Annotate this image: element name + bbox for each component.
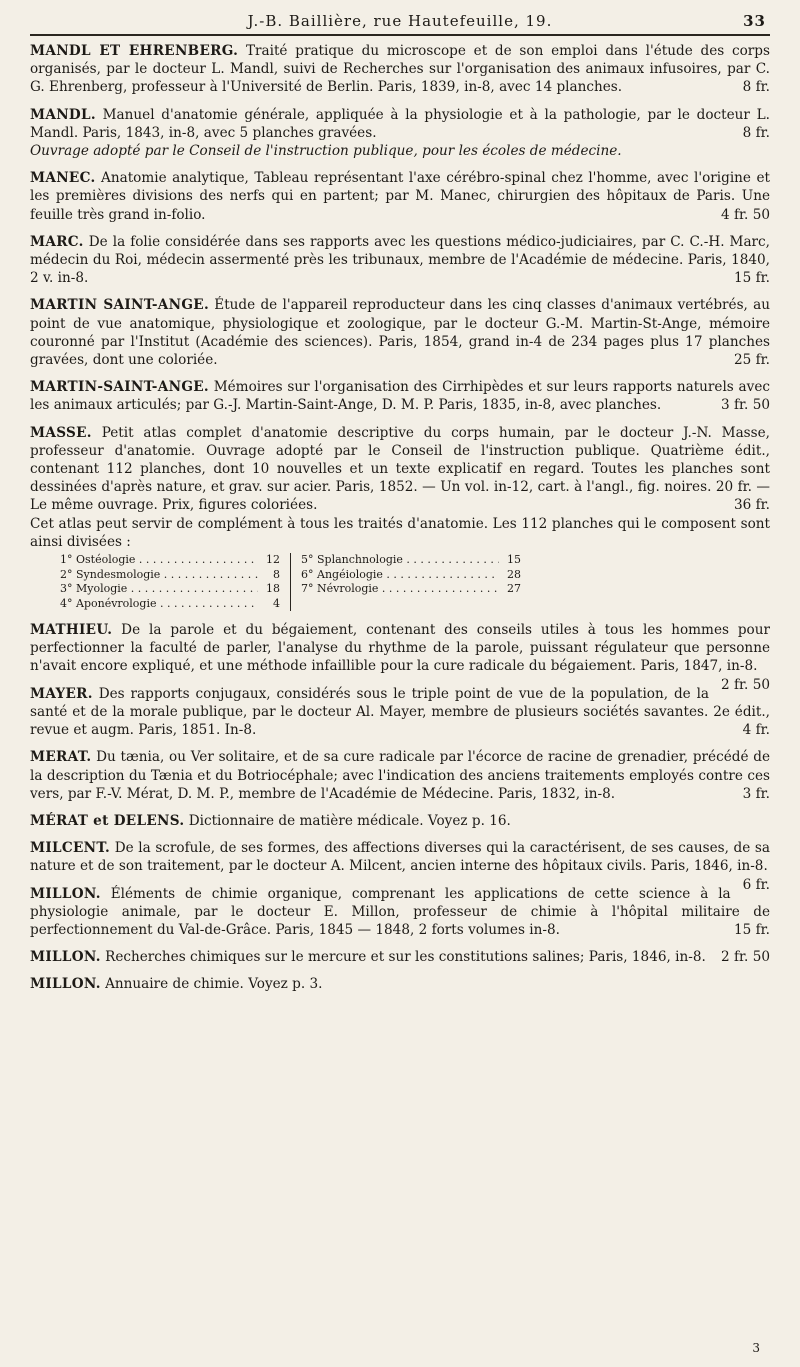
entry-text: Annuaire de chimie. Voyez p. 3.: [105, 976, 323, 993]
entry-headword: MANDL.: [30, 106, 96, 123]
entry-headword: MATHIEU.: [30, 622, 113, 639]
entry-headword: MILLON.: [30, 976, 101, 993]
entry-price: 3 fr.: [742, 785, 770, 802]
entry-price: 8 fr.: [742, 79, 770, 96]
entry-headword: MILCENT.: [30, 840, 111, 857]
division-item: 2° Syndesmologie . . . 8: [60, 568, 280, 583]
entry-price: 36 fr.: [734, 497, 770, 514]
division-item: 5° Splanchnologie . . . 15: [301, 553, 521, 568]
entry-headword: MARTIN-SAINT-ANGE.: [30, 379, 209, 396]
division-item: 1° Ostéologie . . . 12: [60, 553, 280, 568]
plate-divisions-right: [290, 553, 531, 611]
entry-headword: MASSE.: [30, 424, 92, 441]
entry-text: Des rapports conjugaux, considérés sous le triple point de vue de la population, de la santé et de la morale publique, par le docteur Al. Mayer, membre de plusieurs sociétés savantes. 2e édit., revue et augm. Paris, 1851. In-8.: [30, 685, 770, 739]
entry-headword: MANDL ET EHRENBERG.: [30, 43, 239, 59]
entry-text: De la folie considérée dans ses rapports avec les questions médico-judiciaires, par C. C.-H. Marc, médecin du Roi, médecin assermenté près les tribunaux, membre de l'Académie de médecine. Paris, 1840, 2 v. in-8.: [30, 233, 770, 287]
signature-mark: 3: [752, 1341, 760, 1355]
entry-text: Du tænia, ou Ver solitaire, et de sa cure radicale par l'écorce de racine de grenadier, précédé de la description du Tænia et du Botriocéphale; avec l'indication des anciens traitements employés contre ces vers, par F.-V. Mérat, D. M. P., membre de l'Académie de Médecine. Paris, 1832, in-8.: [30, 749, 770, 802]
entry-headword: MARTIN SAINT-ANGE.: [30, 297, 209, 314]
catalogue-entry: [30, 975, 770, 993]
entry-text: Petit atlas complet d'anatomie descriptive du corps humain, par le docteur J.-N. Masse, professeur d'anatomie. Ouvrage adopté par le Conseil de l'instruction publique. Quatrième édit., contenant 112 planches, dont 10 nouvelles et un texte explicatif en regard. Toutes les planches sont dessinées d'après nature, et grav. sur acier. Paris, 1852. — Un vol. in-12, cart. à l'angl., fig. noires. 20 fr. — Le même ouvrage. Prix, figures coloriées.: [30, 424, 770, 514]
entry-headword: MANEC.: [30, 170, 96, 187]
catalogue-entry: [30, 885, 770, 940]
running-head: [30, 10, 770, 32]
catalogue-entry: [30, 378, 770, 414]
entry-text: Traité pratique du microscope et de son emploi dans l'étude des corps organisés, par le docteur L. Mandl, suivi de Recherches sur l'organisation des animaux infusoires, par C. G. Ehrenberg, professeur à l'Université de Berlin. Paris, 1839, in-8, avec 14 planches.: [30, 43, 770, 96]
division-item: 7° Névrologie . . . 27: [301, 582, 521, 597]
catalogue-entry: [30, 812, 770, 830]
entry-text: Anatomie analytique, Tableau représentant l'axe cérébro-spinal chez l'homme, avec l'origine et les premières divisions des nerfs qui en partent; par M. Manec, chirurgien des hôpitaux de Paris. Une feuille très grand in-folio.: [30, 170, 771, 223]
catalogue-entry: [30, 621, 770, 693]
entry-headword: MILLON.: [30, 949, 101, 966]
entry-price: 4 fr.: [742, 722, 770, 739]
header-rule: [30, 34, 770, 36]
division-item: 6° Angéiologie . . . 28: [301, 568, 521, 583]
catalogue-entry: [30, 839, 770, 893]
entry-price: 6 fr.: [742, 876, 770, 893]
page-number: 33: [743, 12, 766, 30]
entry-price: 15 fr.: [734, 270, 770, 287]
entry-price: 2 fr. 50: [721, 676, 770, 693]
catalogue-entry: [30, 948, 770, 966]
entry-headword: MAYER.: [30, 685, 93, 702]
division-item: 4° Aponévrologie . . . 4: [60, 597, 280, 612]
catalogue-entry: [30, 296, 770, 369]
catalogue-entry: [30, 424, 770, 551]
running-title: J.-B. Baillière, rue Hautefeuille, 19.: [247, 12, 553, 30]
entry-text: Dictionnaire de matière médicale. Voyez p. 16.: [188, 812, 511, 829]
entry-text: De la parole et du bégaiement, contenant des conseils utiles à tous les hommes pour perfectionner la faculté de parler, l'analyse du rhythme de la parole, puissant régulateur que personne n'avait encore expliqué, et une méthode infaillible pour la cure radicale du bégaiement. Paris, 1847, in-8.: [30, 622, 770, 675]
plate-divisions-left: [60, 553, 290, 611]
catalogue-entry: [30, 106, 770, 161]
entry-text: Mémoires sur l'organisation des Cirrhipèdes et sur leurs rapports naturels avec les animaux articulés; par G.-J. Martin-Saint-Ange, D. M. P. Paris, 1835, in-8, avec planches.: [30, 379, 770, 414]
entry-headword: MILLON.: [30, 885, 101, 902]
entry-headword: MÉRAT et DELENS.: [30, 812, 185, 829]
entry-headword: MARC.: [30, 233, 84, 250]
entry-price: 2 fr. 50: [721, 949, 770, 966]
entry-price: 8 fr.: [742, 124, 770, 141]
catalogue-entry: [30, 169, 770, 224]
entry-text-continued: Cet atlas peut servir de complément à tous les traités d'anatomie. Les 112 planches qui le composent sont ainsi divisées :: [30, 515, 770, 550]
entry-text: De la scrofule, de ses formes, des affections diverses qui la caractérisent, de ses causes, de sa nature et de son traitement, par le docteur A. Milcent, ancien interne des hôpitaux civils. Paris, 1846, in-8.: [30, 840, 770, 875]
entry-note: Ouvrage adopté par le Conseil de l'instruction publique, pour les écoles de médecine.: [30, 143, 622, 160]
entry-price: 4 fr. 50: [721, 206, 770, 223]
entry-text: Recherches chimiques sur le mercure et sur les constitutions salines; Paris, 1846, in-8.: [105, 949, 706, 966]
entry-price: 15 fr.: [734, 921, 770, 938]
entry-price: 3 fr. 50: [721, 397, 770, 414]
plate-divisions: [60, 553, 770, 611]
catalogue-entry: [30, 685, 770, 740]
catalogue-entry: [30, 748, 770, 803]
entry-headword: MERAT.: [30, 749, 92, 766]
division-item: 3° Myologie . . . 18: [60, 582, 280, 597]
entry-text: Étude de l'appareil reproducteur dans les cinq classes d'animaux vertébrés, au point de vue anatomique, physiologique et zoologique, par le docteur G.-M. Martin-St-Ange, mémoire couronné par l'Institut (Académie des sciences). Paris, 1854, grand in-4 de 234 pages plus 17 planches gravées, dont une coloriée.: [30, 297, 771, 369]
entry-price: 25 fr.: [734, 352, 770, 369]
entry-text: Manuel d'anatomie générale, appliquée à la physiologie et à la pathologie, par le docteur L. Mandl. Paris, 1843, in-8, avec 5 planches gravées.: [30, 106, 771, 141]
catalogue-entry: [30, 42, 770, 97]
catalogue-entry: [30, 233, 770, 288]
entry-text: Éléments de chimie organique, comprenant les applications de cette science à la physiologie animale, par le docteur E. Millon, professeur de chimie à l'hôpital militaire de perfectionnement du Val-de-Grâce. Paris, 1845 — 1848, 2 forts volumes in-8.: [30, 885, 770, 938]
